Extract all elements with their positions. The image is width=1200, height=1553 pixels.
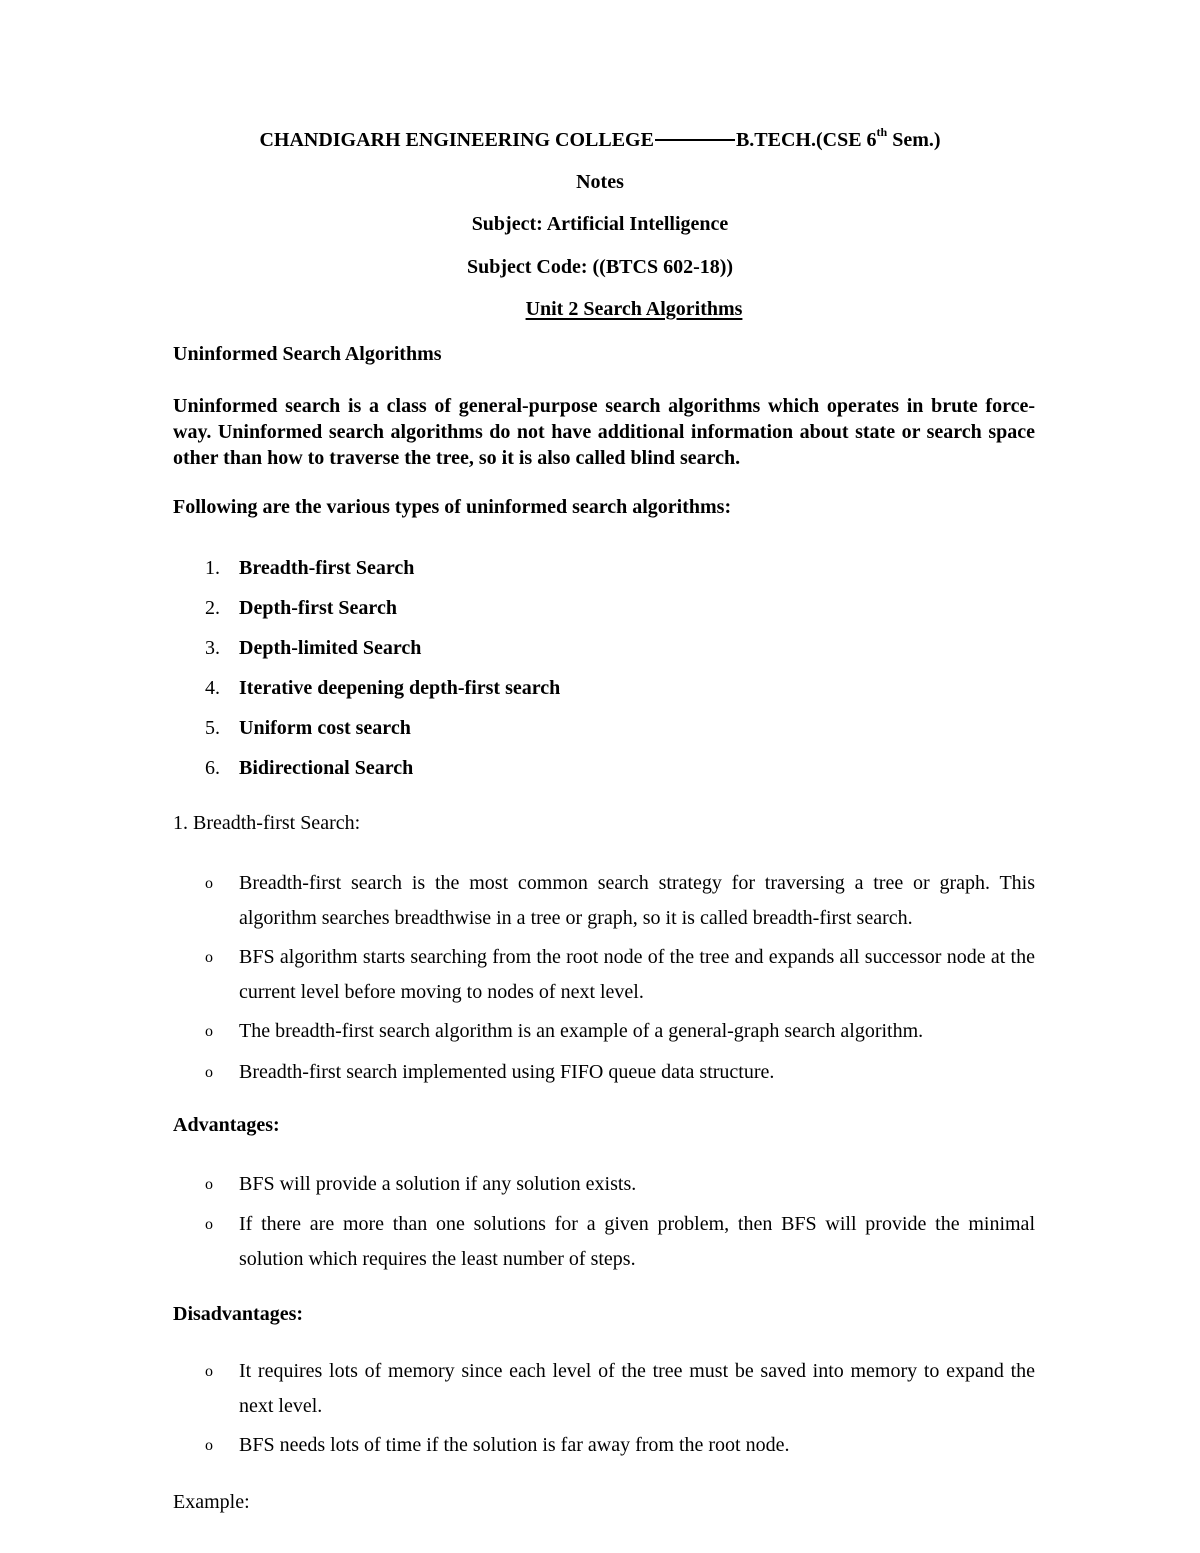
bullet-text: BFS needs lots of time if the solution is far away from the root node. (239, 1434, 790, 1456)
list-item (205, 636, 421, 660)
list-item-number: 1. (205, 557, 220, 579)
bfs-heading: 1. Breadth-first Search: (173, 812, 361, 834)
advantages-heading: Advantages: (173, 1114, 280, 1136)
list-item-number: 3. (205, 637, 220, 659)
college-name: CHANDIGARH ENGINEERING COLLEGE (259, 129, 654, 151)
subject-title: Subject: Artificial Intelligence (471, 213, 729, 235)
unit-title (34, 297, 1200, 321)
list-item-number: 6. (205, 757, 220, 779)
bullet-item (205, 1428, 1035, 1463)
bullet-icon: o (205, 1363, 213, 1380)
bullet-text: Breadth-first search is the most common search strategy for traversing a tree or graph. This algorithm searches breadthwise in a tree or graph, so it is called breadth-first search. (239, 872, 1035, 929)
bullet-icon: o (205, 1176, 213, 1193)
subject-code: Subject Code: ((BTCS 602-18)) (466, 256, 734, 278)
list-item-number: 5. (205, 717, 220, 739)
list-item (205, 596, 397, 620)
bullet-text: If there are more than one solutions for a given problem, then BFS will provide the minimal solution which requires the least number of steps. (239, 1213, 1035, 1270)
list-item-label: Depth-limited Search (239, 637, 422, 659)
intro-paragraph: Uninformed search is a class of general-purpose search algorithms which operates in brute force-way. Uninformed search algorithms do not have additional information about state or search space other than how to traverse the tree, so it is also called blind search. (173, 395, 1035, 469)
list-item-label: Iterative deepening depth-first search (239, 677, 561, 699)
list-item-label: Depth-first Search (239, 597, 397, 619)
bullet-icon: o (205, 1216, 213, 1233)
list-item-number: 4. (205, 677, 220, 699)
bullet-icon: o (205, 875, 213, 892)
bullet-item (205, 1354, 1035, 1424)
header-dash (655, 139, 735, 141)
bullet-text: BFS will provide a solution if any solution exists. (239, 1173, 637, 1195)
bullet-icon: o (205, 1437, 213, 1454)
bullet-item (205, 866, 1035, 936)
bullet-text: It requires lots of memory since each level of the tree must be saved into memory to expand the next level. (239, 1360, 1035, 1417)
bullet-item (205, 1207, 1035, 1277)
bullet-icon: o (205, 1023, 213, 1040)
example-heading: Example: (173, 1491, 250, 1513)
notes-title: Notes (576, 171, 624, 193)
list-item-label: Breadth-first Search (239, 557, 415, 579)
bullet-item (205, 1014, 1035, 1049)
list-item (205, 676, 560, 700)
section-title: Uninformed Search Algorithms (173, 343, 442, 365)
bullet-item (205, 1167, 1035, 1202)
types-heading: Following are the various types of uninformed search algorithms: (173, 496, 732, 518)
bullet-item (205, 940, 1035, 1010)
list-item-label: Uniform cost search (239, 717, 411, 739)
course-prefix: B.TECH.(CSE 6 (735, 129, 877, 151)
bullet-icon: o (205, 1064, 213, 1081)
list-item (205, 556, 414, 580)
bullet-text: Breadth-first search implemented using FIFO queue data structure. (239, 1061, 775, 1083)
bullet-icon: o (205, 949, 213, 966)
course-superscript: th (876, 125, 888, 140)
disadvantages-heading: Disadvantages: (173, 1303, 304, 1325)
list-item (205, 716, 411, 740)
unit-title-text: Unit 2 Search Algorithms (525, 298, 743, 320)
bullet-text: BFS algorithm starts searching from the root node of the tree and expands all successor node at the current level before moving to nodes of next level. (239, 946, 1035, 1003)
bullet-item (205, 1055, 1035, 1090)
list-item (205, 756, 413, 780)
course-suffix: Sem.) (887, 129, 941, 151)
list-item-number: 2. (205, 597, 220, 619)
college-header (0, 125, 1200, 152)
bullet-text: The breadth-first search algorithm is an example of a general-graph search algorithm. (239, 1020, 924, 1042)
list-item-label: Bidirectional Search (239, 757, 414, 779)
